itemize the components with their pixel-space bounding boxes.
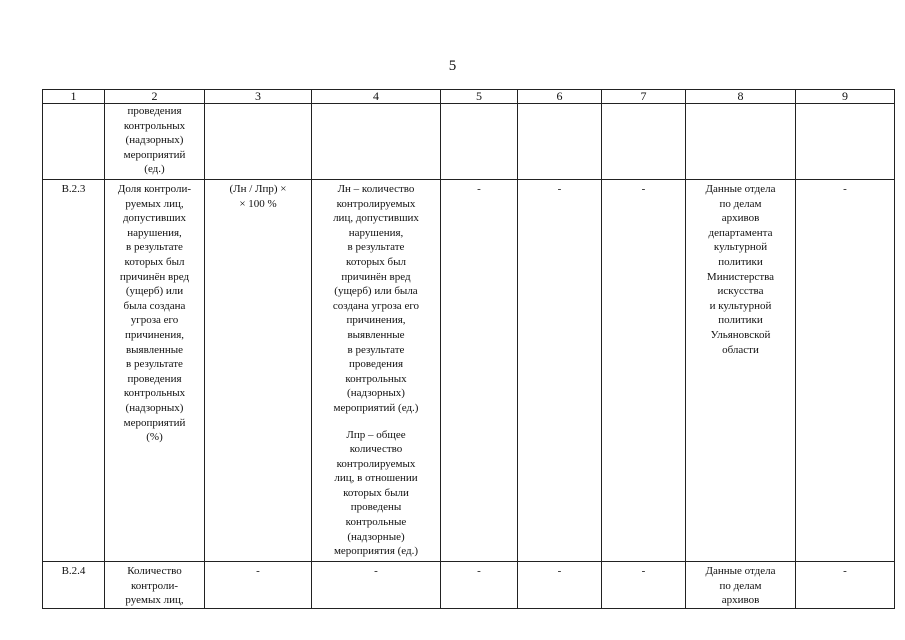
table-cell <box>796 562 895 609</box>
dash: - <box>557 565 562 577</box>
table-cell <box>312 180 441 562</box>
indicators-table <box>42 89 895 609</box>
table-cell <box>518 104 602 180</box>
formula-line-2: × 100 % <box>239 197 277 210</box>
table-cell <box>686 104 796 180</box>
indicator-name-continuation: проведения контрольных (надзорных) мероприятий (ед.) <box>123 105 186 176</box>
table-row-b24 <box>43 562 895 609</box>
table-cell <box>205 180 312 562</box>
data-source: Данные отдела по делам архивов <box>705 565 776 607</box>
dash: - <box>843 183 847 195</box>
header-cell: 2 <box>105 90 205 104</box>
table-cell <box>205 104 312 180</box>
dash: - <box>557 183 562 195</box>
header-cell: 6 <box>518 90 602 104</box>
indicator-name: Количество контроли- руемых лиц, <box>125 565 184 607</box>
dash: - <box>843 565 847 577</box>
table-cell <box>796 180 895 562</box>
formula: (Лн / Лпр) × <box>229 183 287 195</box>
header-cell: 7 <box>602 90 686 104</box>
table-row-b23 <box>43 180 895 562</box>
table-cell <box>205 562 312 609</box>
dash: - <box>641 183 646 195</box>
table-cell <box>312 562 441 609</box>
table-cell <box>105 562 205 609</box>
header-cell: 9 <box>796 90 895 104</box>
table-cell <box>686 180 796 562</box>
page-number: 5 <box>448 58 457 74</box>
header-cell: 5 <box>441 90 518 104</box>
data-source: Данные отдела по делам архивов департамента культурной политики Министерства искусства и культурной политики Ульяновской области <box>705 183 776 356</box>
header-cell: 4 <box>312 90 441 104</box>
table-cell <box>43 104 105 180</box>
table-cell <box>602 104 686 180</box>
dash: - <box>477 565 481 577</box>
dash: - <box>374 565 378 577</box>
formula-definition-1: Лн – количество контролируемых лиц, допустивших нарушения, в результате которых был причинён вред (ущерб) или была создана угроза его причинения, выявленные в результате проведения контрольных (надзорных) мероприятий (ед.) <box>332 183 420 414</box>
indicator-code: В.2.4 <box>43 562 105 609</box>
header-cell: 8 <box>686 90 796 104</box>
table-cell <box>441 104 518 180</box>
table-cell <box>602 180 686 562</box>
dash: - <box>641 565 646 577</box>
table-row-continuation <box>43 104 895 180</box>
dash: - <box>477 183 481 195</box>
table-cell <box>602 562 686 609</box>
table-cell <box>518 562 602 609</box>
dash: - <box>256 565 260 577</box>
table-cell <box>686 562 796 609</box>
header-cell: 1 <box>43 90 105 104</box>
table-header-row <box>43 90 895 104</box>
formula-definition-2: Лпр – общее количество контролируемых лиц, в отношении которых были проведены контрольные (надзорные) мероприятия (ед.) <box>333 428 419 558</box>
indicator-name: Доля контроли- руемых лиц, допустивших нарушения, в результате которых был причинён вред (ущерб) или была создана угроза его причинения, выявленные в результате проведения контрольных (надзорных) мероприятий (%) <box>117 183 192 444</box>
table-cell <box>441 562 518 609</box>
table-cell <box>518 180 602 562</box>
table-cell <box>105 104 205 180</box>
table-cell <box>441 180 518 562</box>
header-cell: 3 <box>205 90 312 104</box>
table-cell <box>105 180 205 562</box>
indicator-code: В.2.3 <box>43 180 105 562</box>
table-cell <box>312 104 441 180</box>
table-cell <box>796 104 895 180</box>
